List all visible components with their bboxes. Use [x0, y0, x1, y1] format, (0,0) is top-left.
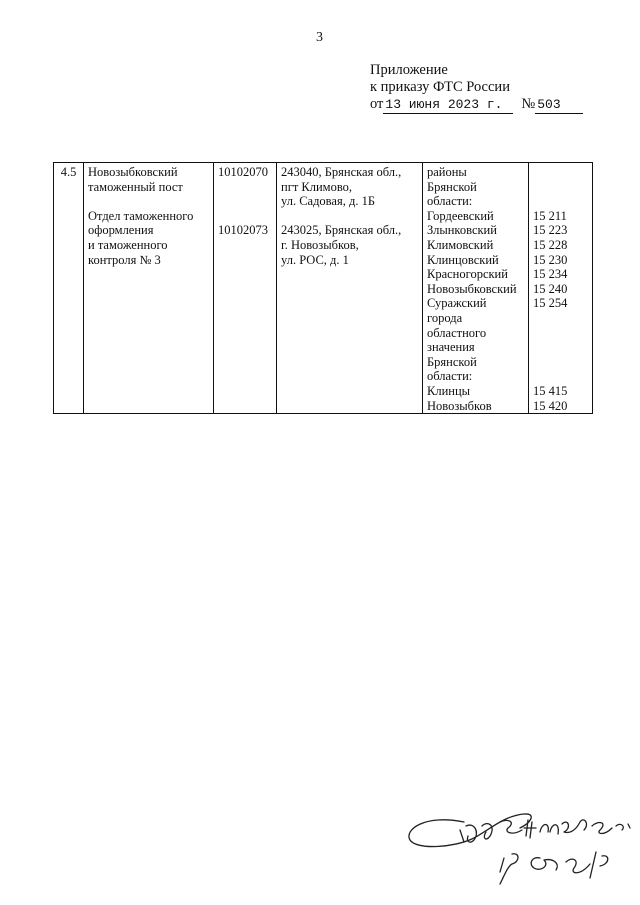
- table-row: [54, 163, 593, 414]
- district-code: 15 228: [533, 237, 568, 252]
- city-code: 15 420: [533, 398, 568, 413]
- city-name: Клинцы: [427, 383, 471, 398]
- district-name: Суражский: [427, 296, 487, 311]
- customs-posts-table: [53, 162, 593, 414]
- post-name-cell: [84, 163, 214, 414]
- appendix-date-line: [370, 96, 583, 114]
- post-address-1: 243040, Брянская обл., пгт Климово, ул. Садовая, д. 1Б: [281, 165, 402, 209]
- row-number: 4.5: [60, 165, 77, 179]
- row-number-cell: [54, 163, 84, 414]
- district-name: Новозыбковский: [427, 281, 517, 296]
- district-name: Красногорский: [427, 267, 508, 282]
- district-code: 15 234: [533, 267, 568, 282]
- district-code: 15 254: [533, 296, 568, 311]
- post-address-2: 243025, Брянская обл., г. Новозыбков, ул. РОС, д. 1: [281, 223, 402, 267]
- district-code: 15 211: [533, 208, 567, 223]
- order-date: 13 июня 2023 г.: [383, 96, 513, 114]
- post-code-1: 10102070: [218, 165, 268, 179]
- district-code: 15 240: [533, 281, 568, 296]
- district-name: Гордеевский: [427, 208, 494, 223]
- district-name: Клинцовский: [427, 252, 499, 267]
- okato-code-cell: [529, 163, 593, 414]
- date-prefix: от: [370, 96, 384, 112]
- appendix-order-ref: к приказу ФТС России: [370, 79, 510, 95]
- order-number: 503: [535, 96, 583, 114]
- post-name-1: Новозыбковский таможенный пост: [88, 165, 183, 194]
- district-name: Климовский: [427, 237, 494, 252]
- district-code: 15 223: [533, 223, 568, 238]
- district-name: Злынковский: [427, 223, 497, 238]
- appendix-header: [370, 62, 583, 114]
- city-name: Новозыбков: [427, 398, 492, 413]
- appendix-title: Приложение: [370, 62, 448, 78]
- district-code: 15 230: [533, 252, 568, 267]
- districts-header: районы Брянской области:: [427, 165, 477, 209]
- post-code-cell: [214, 163, 277, 414]
- post-code-2: 10102073: [218, 223, 268, 238]
- cities-header: города областного значения Брянской области:: [427, 310, 487, 384]
- city-code: 15 415: [533, 383, 568, 398]
- handwritten-signature: [404, 792, 640, 892]
- region-cell: [423, 163, 529, 414]
- address-cell: [277, 163, 423, 414]
- number-prefix: №: [521, 96, 536, 112]
- page-number: 3: [316, 30, 323, 45]
- post-name-2: Отдел таможенного оформления и таможенного контроля № 3: [88, 208, 194, 267]
